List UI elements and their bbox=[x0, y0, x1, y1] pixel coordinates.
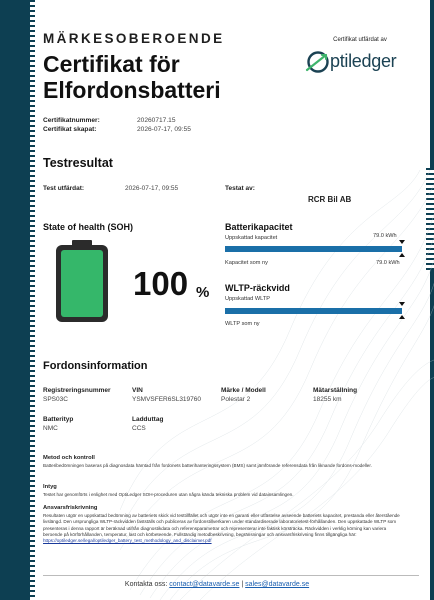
estimated-capacity-label: Uppskattad kapacitet bbox=[225, 235, 278, 241]
vin-value: YSMVSFER6SL319760 bbox=[132, 396, 202, 403]
test-issued-value: 2026-07-17, 09:55 bbox=[125, 185, 179, 192]
make-model-label: Märke / Modell bbox=[221, 387, 266, 394]
charging-port-label: Ladduttag bbox=[132, 416, 164, 423]
disclaimer-link[interactable]: https://optiledger.se/legal/optiledger_battery_test_methodology_and_disclaimer.pdf bbox=[43, 538, 212, 544]
certificate-created-label: Certifikat skapat: bbox=[43, 126, 97, 133]
disclaimer-text bbox=[43, 513, 405, 544]
battery-icon bbox=[56, 240, 108, 322]
disclaimer-title: Ansvarsfriskrivning bbox=[43, 505, 98, 511]
certificate-created-row bbox=[43, 126, 191, 133]
estimated-wltp-label: Uppskattad WLTP bbox=[225, 296, 270, 302]
method-text: Batteribedömningen baseras på diagnosdata hämtad från fordonets batterihanteringssystem (BMS) samt jämförande referensdata från liknande fordons-modeller. bbox=[43, 463, 372, 468]
battery-type-value: NMC bbox=[43, 425, 58, 432]
title-line-2: Elfordonsbatteri bbox=[43, 77, 221, 103]
title-line-1: Certifikat för bbox=[43, 51, 180, 77]
soh-unit: % bbox=[196, 284, 210, 301]
capacity-estimate-marker bbox=[399, 240, 405, 244]
footer-divider bbox=[43, 575, 419, 576]
new-wltp-label: WLTP som ny bbox=[225, 321, 260, 327]
wltp-new-marker bbox=[399, 315, 405, 319]
capacity-new-marker bbox=[399, 253, 405, 257]
soh-label: State of health (SOH) bbox=[43, 222, 134, 232]
battery-type-label: Batterityp bbox=[43, 416, 74, 423]
tested-by-label: Testat av: bbox=[225, 185, 255, 192]
odometer-value: 18255 km bbox=[313, 396, 342, 403]
capacity-bar bbox=[225, 246, 402, 252]
brand-neutral-label: MÄRKESOBEROENDE bbox=[43, 31, 225, 46]
certificate-title bbox=[43, 51, 221, 103]
test-results-title: Testresultat bbox=[43, 156, 113, 170]
make-model-value: Polestar 2 bbox=[221, 396, 251, 403]
sales-email-link[interactable]: sales@datavarde.se bbox=[245, 581, 310, 588]
left-color-band bbox=[0, 0, 30, 600]
optiledger-logo bbox=[302, 49, 412, 79]
logo-wordmark: ptiledger bbox=[330, 51, 397, 71]
certification-text: Testet har genomförts i enlighet med OptiLedger SOH-proceduren utan några kända tekniska problem vid datainsamlingen. bbox=[43, 492, 294, 497]
soh-value: 100 bbox=[133, 265, 189, 302]
wltp-estimate-marker bbox=[399, 302, 405, 306]
certificate-number-row bbox=[43, 117, 176, 124]
certificate-number-label: Certifikatnummer: bbox=[43, 117, 100, 124]
battery-capacity-title: Batterikapacitet bbox=[225, 222, 293, 232]
optiledger-logo-icon bbox=[304, 49, 332, 75]
wltp-bar bbox=[225, 308, 402, 314]
issuer-label: Certifikat utfärdat av bbox=[333, 37, 387, 43]
registration-label: Registreringsnummer bbox=[43, 387, 111, 394]
battery-fill-level bbox=[61, 250, 103, 317]
wltp-title: WLTP-räckvidd bbox=[225, 283, 290, 293]
new-capacity-value: 79.0 kWh bbox=[376, 260, 400, 266]
method-title: Metod och kontroll bbox=[43, 455, 95, 461]
certificate-created-value: 2026-07-17, 09:55 bbox=[137, 126, 191, 133]
contact-email-link[interactable]: contact@datavarde.se bbox=[169, 581, 240, 588]
new-capacity-label: Kapacitet som ny bbox=[225, 260, 268, 266]
disclaimer-body: Resultaten utgör en uppskattad bedömning av batteriets skick vid testtillfället och utgör inte en garanti eller utfästelse avseende batteriets kapacitet, prestanda eller återstående livslängd. Den ursprungliga WLTP-räckvidden fastställs och publiceras av fordonstillverkaren under standardiserade laboratorietest-förhållanden. Den uppskattade WLTP som presenteras i denna rapport är beräknad utifrån diagnostikdata och referensparametrar och representerar inte faktisk körsträcka. Räckvidden i verklig körning kan variera beroende på körförhållanden, temperatur, last och körbeteende. Fullständig metodbeskrivning, begränsningar och ansvarsfriskrivning finns tillgängliga här: bbox=[43, 513, 400, 537]
odometer-label: Mätarställning bbox=[313, 387, 358, 394]
vin-label: VIN bbox=[132, 387, 143, 394]
certification-title: Intyg bbox=[43, 484, 57, 490]
footer-contact bbox=[0, 581, 434, 588]
certificate-number-value: 20260717.15 bbox=[137, 117, 176, 124]
content-area bbox=[43, 0, 418, 600]
charging-port-value: CCS bbox=[132, 425, 146, 432]
tested-by-value: RCR Bil AB bbox=[308, 195, 352, 204]
vehicle-info-title: Fordonsinformation bbox=[43, 360, 148, 372]
estimated-capacity-value: 79.0 kWh bbox=[373, 233, 397, 239]
footer-prefix: Kontakta oss: bbox=[124, 581, 168, 588]
test-issued-label: Test utfärdat: bbox=[43, 185, 85, 192]
registration-value: SPS03C bbox=[43, 396, 68, 403]
left-stripe-pattern bbox=[30, 0, 35, 600]
footer-separator: | bbox=[241, 581, 244, 588]
